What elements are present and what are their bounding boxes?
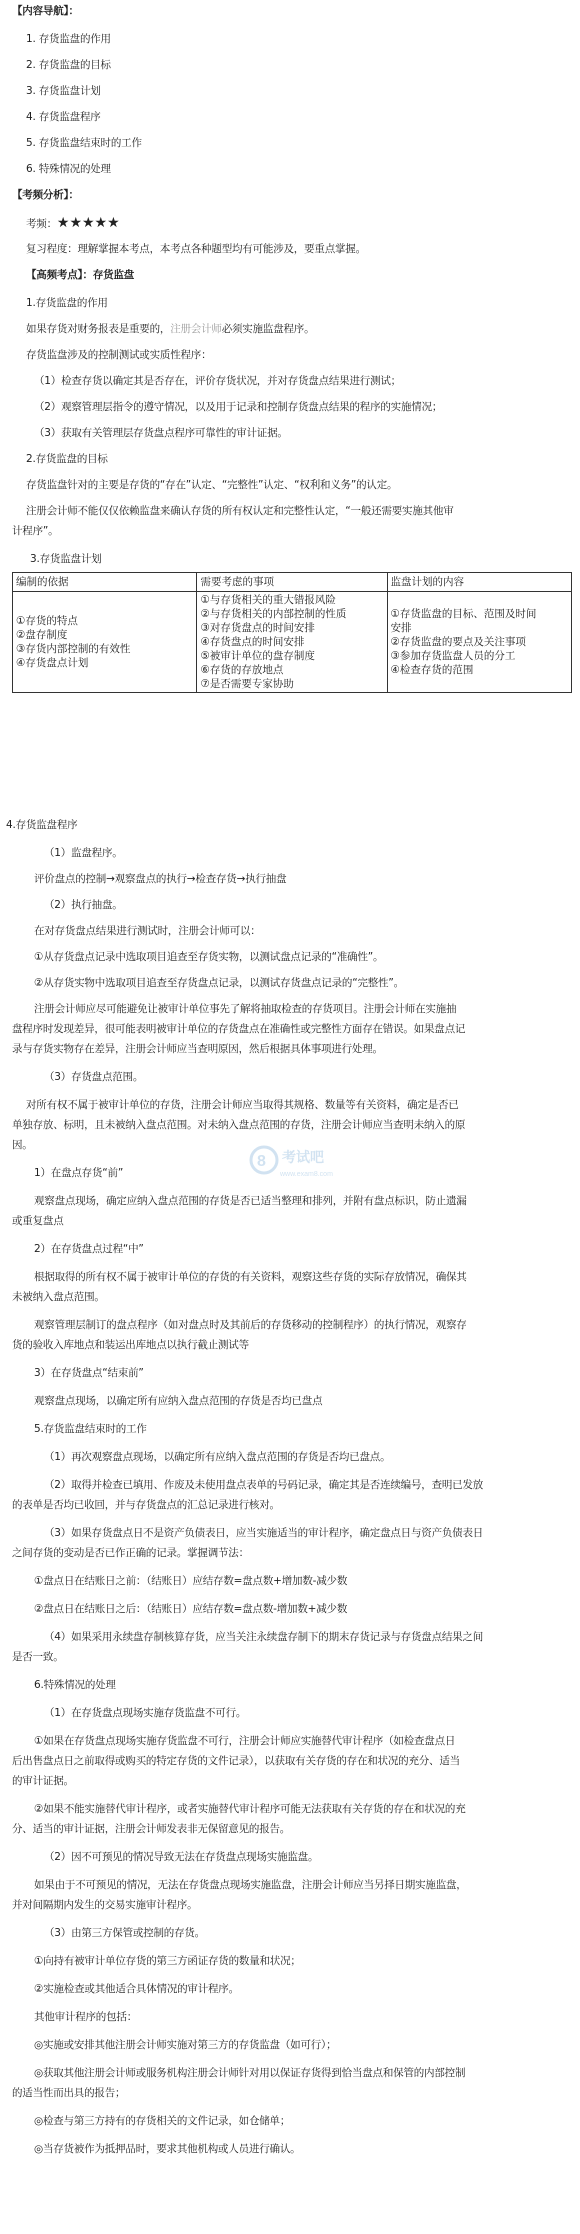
paragraph-line: 是否一致。 — [12, 1651, 64, 1663]
watermark-url: www.exam8.com — [280, 1171, 333, 1178]
paragraph-line: （1）再次观察盘点现场，以确定所有应纳入盘点范围的存货是否均已盘点。 — [44, 1451, 391, 1463]
analysis-heading: 【考频分析】： — [12, 189, 79, 201]
paragraph-line: 货的验收入库地点和装运出库地点以执行截止测试等 — [12, 1339, 249, 1351]
cell-line: ⑥存货的存放地点 — [200, 664, 284, 676]
cell-line: ⑦是否需要专家协助 — [200, 678, 294, 690]
paragraph-line: 如果由于不可预见的情况，无法在存货盘点现场实施监盘，注册会计师应当另择日期实施监盘， — [34, 1879, 467, 1891]
list-item: （1）检查存货以确定其是否存在，评价存货状况，并对存货盘点结果进行测试； — [34, 375, 401, 387]
paragraph-line: 未被纳入盘点范围。 — [12, 1291, 105, 1303]
cell-line: ①存货的特点 — [16, 615, 78, 627]
table-cell — [387, 592, 571, 693]
paragraph-line: 注册会计师不能仅仅依赖监盘来确认存货的所有权认定和完整性认定，“一般还需要实施其他审 — [26, 505, 454, 517]
section-title: 2.存货监盘的目标 — [26, 453, 108, 465]
paragraph-line: 观察盘点现场，确定应纳入盘点范围的存货是否已适当整理和排列，并附有盘点标识，防止遗漏 — [34, 1195, 467, 1207]
paragraph-line: 1）在盘点存货“前” — [34, 1167, 124, 1179]
cell-line: ④存货盘点计划 — [16, 657, 89, 669]
paragraph-line: （4）如果采用永续盘存制核算存货，应当关注永续盘存制下的期末存货记录与存货盘点结果之间 — [44, 1631, 484, 1643]
guide-item: 2. 存货监盘的目标 — [26, 59, 111, 71]
text: 如果存货对财务报表是重要的， — [26, 323, 171, 335]
cpa-link[interactable]: 注册会计师 — [170, 323, 222, 335]
paragraph-line: 存货监盘针对的主要是存货的“存在”认定、“完整性”认定、“权利和义务”的认定。 — [26, 479, 398, 491]
paragraph-line: （2）执行抽盘。 — [44, 899, 123, 911]
paragraph-line: （3）由第三方保管或控制的存货。 — [44, 1927, 205, 1939]
cell-line: ④检查存货的范围 — [390, 664, 474, 676]
paragraph-line: ◎检查与第三方持有的存货相关的文件记录，如仓储单； — [34, 2115, 291, 2127]
paragraph-line: ◎当存货被作为抵押品时，要求其他机构或人员进行确认。 — [34, 2143, 301, 2155]
section-title: 5.存货监盘结束时的工作 — [34, 1423, 147, 1435]
paragraph-line: 观察管理层制订的盘点程序（如对盘点时及其前后的存货移动的控制程序）的执行情况，观察存 — [34, 1319, 467, 1331]
guide-heading: 【内容导航】： — [12, 5, 79, 17]
paragraph-line: 之间存货的变动是否已作正确的记录。掌握调节法： — [12, 1547, 249, 1559]
list-item: （2）观察管理层指令的遵守情况，以及用于记录和控制存货盘点结果的程序的实施情况； — [34, 401, 443, 413]
paragraph-line: 盘程序时发现差异，很可能表明被审计单位的存货盘点在准确性或完整性方面存在错误。如果盘点记 — [12, 1023, 466, 1035]
audit-plan-table — [12, 572, 572, 693]
table-header: 监盘计划的内容 — [387, 573, 571, 592]
paragraph-line: 后出售盘点日之前取得或购买的特定存货的文件记录），以获取有关存货的存在和状况的充分、适当 — [12, 1755, 460, 1767]
text: 必须实施监盘程序。 — [221, 323, 315, 335]
cell-line: ③存货内部控制的有效性 — [16, 643, 131, 655]
section-title: 3.存货监盘计划 — [30, 553, 102, 565]
cell-line: ②与存货相关的内部控制的性质 — [200, 608, 347, 620]
paragraph-line: （2）因不可预见的情况导致无法在存货盘点现场实施监盘。 — [44, 1851, 319, 1863]
cell-line: 安排 — [390, 622, 412, 634]
paragraph-line: ◎实施或安排其他注册会计师实施对第三方的存货监盘（如可行）； — [34, 2039, 337, 2051]
paragraph-line: 2）在存货盘点过程“中” — [34, 1243, 144, 1255]
paragraph-line: 或重复盘点 — [12, 1215, 64, 1227]
guide-item: 3. 存货监盘计划 — [26, 85, 101, 97]
watermark-digit: 8 — [257, 1153, 266, 1170]
guide-item: 5. 存货监盘结束时的工作 — [26, 137, 142, 149]
guide-item: 6. 特殊情况的处理 — [26, 163, 111, 175]
freq-line — [26, 216, 120, 231]
cell-line: ①存货监盘的目标、范围及时间 — [390, 608, 537, 620]
review-text: 复习程度：理解掌握本考点，本考点各种题型均有可能涉及，要重点掌握。 — [26, 243, 366, 255]
table-row — [13, 592, 572, 693]
paragraph-line: 在对存货盘点结果进行测试时，注册会计师可以： — [34, 925, 261, 937]
table-cell — [197, 592, 387, 693]
paragraph-line: ①盘点日在结账日之前：（结账日）应结存数=盘点数+增加数-减少数 — [34, 1575, 348, 1587]
paragraph-line: 录与存货实物存在差异，注册会计师应当查明原因，然后根据具体事项进行处理。 — [12, 1043, 383, 1055]
cell-line: ①与存货相关的重大错报风险 — [200, 594, 336, 606]
paragraph-line: ①向持有被审计单位存货的第三方函证存货的数量和状况； — [34, 1955, 301, 1967]
paragraph-line: ②盘点日在结账日之后：（结账日）应结存数=盘点数-增加数+减少数 — [34, 1603, 348, 1615]
cell-line: ⑤被审计单位的盘存制度 — [200, 650, 315, 662]
section-title: 4.存货监盘程序 — [6, 819, 78, 831]
paragraph-line: 并对间隔期内发生的交易实施审计程序。 — [12, 1899, 198, 1911]
paragraph-line: （1）监盘程序。 — [44, 847, 123, 859]
section-title: 1.存货监盘的作用 — [26, 297, 108, 309]
paragraph-line: 单独存放、标明，且未被纳入盘点范围。对未纳入盘点范围的存货，注册会计师应当查明未纳入的原 — [12, 1119, 466, 1131]
table-header: 需要考虑的事项 — [197, 573, 387, 592]
cell-line: ③对存货盘点的时间安排 — [200, 622, 315, 634]
star-rating-icon: ★★★★★ — [56, 215, 120, 231]
paragraph-line: 计程序”。 — [12, 525, 59, 537]
section-title: 6.特殊情况的处理 — [34, 1679, 116, 1691]
topic-heading: 【高频考点】：存货监盘 — [26, 269, 135, 281]
paragraph: 存货监盘涉及的控制测试或实质性程序： — [26, 349, 212, 361]
paragraph-line: （2）取得并检查已填用、作废及未使用盘点表单的号码记录，确定其是否连续编号，查明已发放 — [44, 1479, 484, 1491]
paragraph-line: 分、适当的审计证据，注册会计师发表非无保留意见的报告。 — [12, 1823, 291, 1835]
paragraph-line: 的审计证据。 — [12, 1775, 74, 1787]
paragraph-line: 的适当性而出具的报告； — [12, 2087, 126, 2099]
paragraph-line: ◎获取其他注册会计师或服务机构注册会计师针对用以保证存货得到恰当盘点和保管的内部控制 — [34, 2067, 466, 2079]
paragraph-line: ②如果不能实施替代审计程序，或者实施替代审计程序可能无法获取有关存货的存在和状况的充 — [34, 1803, 466, 1815]
paragraph-line: 观察盘点现场，以确定所有应纳入盘点范围的存货是否均已盘点 — [34, 1395, 323, 1407]
paragraph-line: ①从存货盘点记录中选取项目追查至存货实物，以测试盘点记录的“准确性”。 — [34, 951, 384, 963]
paragraph-line: 其他审计程序的包括： — [34, 2011, 137, 2023]
paragraph — [26, 322, 314, 336]
paragraph-line: 3）在存货盘点“结束前” — [34, 1367, 144, 1379]
paragraph-line: （1）在存货盘点现场实施存货监盘不可行。 — [44, 1707, 247, 1719]
paragraph-line: ①如果在存货盘点现场实施存货监盘不可行，注册会计师应实施替代审计程序（如检查盘点日 — [34, 1735, 456, 1747]
exam8-watermark-logo — [246, 1138, 356, 1186]
cell-line: ④存货盘点的时间安排 — [200, 636, 305, 648]
paragraph-line: （3）存货盘点范围。 — [44, 1071, 144, 1083]
paragraph-line: 注册会计师应尽可能避免让被审计单位事先了解将抽取检查的存货项目。注册会计师在实施抽 — [34, 1003, 457, 1015]
paragraph-line: 的表单是否均已收回，并与存货盘点的汇总记录进行核对。 — [12, 1499, 280, 1511]
watermark-text: 考试吧 — [282, 1150, 324, 1166]
table-header-row — [13, 573, 572, 592]
paragraph-line: 根据取得的所有权不属于被审计单位的存货的有关资料，观察这些存货的实际存放情况，确保其 — [34, 1271, 467, 1283]
paragraph-line: ②从存货实物中选取项目追查至存货盘点记录，以测试存货盘点记录的“完整性”。 — [34, 977, 404, 989]
cell-line: ③参加存货监盘人员的分工 — [390, 650, 516, 662]
guide-item: 1. 存货监盘的作用 — [26, 33, 111, 45]
paragraph-line: ②实施检查或其他适合具体情况的审计程序。 — [34, 1983, 239, 1995]
cell-line: ②存货监盘的要点及关注事项 — [390, 636, 526, 648]
list-item: （3）获取有关管理层存货盘点程序可靠性的审计证据。 — [34, 427, 288, 439]
freq-label: 考频： — [26, 218, 57, 230]
paragraph-line: 评价盘点的控制→观察盘点的执行→检查存货→执行抽盘 — [34, 873, 287, 885]
guide-item: 4. 存货监盘程序 — [26, 111, 101, 123]
paragraph-line: 因。 — [12, 1139, 33, 1151]
table-header: 编制的依据 — [13, 573, 197, 592]
paragraph-line: （3）如果存货盘点日不是资产负债表日，应当实施适当的审计程序，确定盘点日与资产负债表日 — [44, 1527, 484, 1539]
table-cell — [13, 592, 197, 693]
paragraph-line: 对所有权不属于被审计单位的存货，注册会计师应当取得其规格、数量等有关资料，确定是否已 — [26, 1099, 459, 1111]
cell-line: ②盘存制度 — [16, 629, 68, 641]
